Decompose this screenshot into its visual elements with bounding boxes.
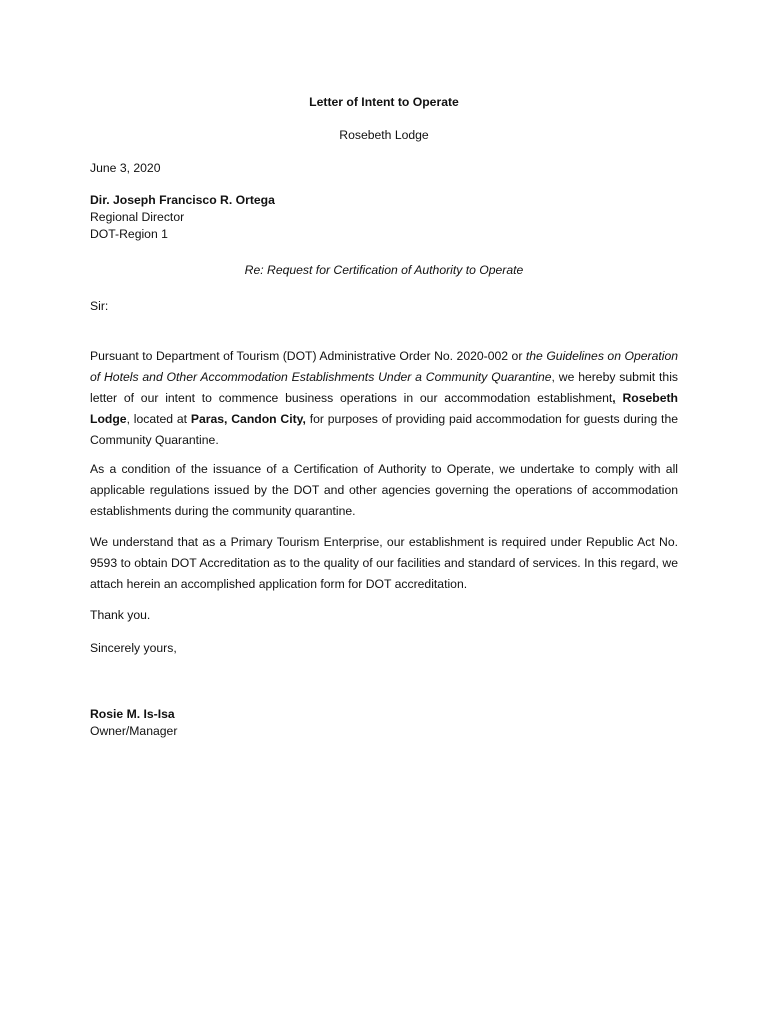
recipient-office: DOT-Region 1 (90, 227, 168, 241)
paragraph-1-intro: Pursuant to Department of Tourism (DOT) Administrative Order No. 2020-002 or (90, 349, 526, 363)
subject-line: Re: Request for Certification of Authority to Operate (244, 263, 524, 277)
letter-date: June 3, 2020 (90, 161, 161, 175)
paragraph-1-middle: , we hereby submit this letter of our intent to commence business operations in our accommodation establishment (90, 370, 678, 405)
paragraph-3: We understand that as a Primary Tourism Enterprise, our establishment is required under Republic Act No. 9593 to obtain DOT Accreditation as to the quality of our facilities and standard of services. In this regard, we attach herein an accomplished application form for DOT accreditation. (90, 535, 678, 591)
closing: Sincerely yours, (90, 641, 177, 655)
establishment-location: Paras, Candon City, (190, 412, 306, 426)
paragraph-1-end: for purposes of providing paid accommodation for guests during the Community Quarantine. (90, 412, 678, 447)
recipient-name: Dir. Joseph Francisco R. Ortega (90, 193, 275, 207)
letter-title: Letter of Intent to Operate (309, 95, 459, 109)
signatory-name: Rosie M. Is-Isa (90, 707, 175, 721)
paragraph-2: As a condition of the issuance of a Certification of Authority to Operate, we undertake to comply with all applicable regulations issued by the DOT and other agencies governing the operations of accommodation establishments during the community quarantine. (90, 462, 678, 518)
underlined-comma: , (612, 391, 616, 405)
paragraph-1-located: , located at (126, 412, 191, 426)
recipient-block (90, 192, 275, 243)
recipient-position: Regional Director (90, 210, 185, 224)
signatory-title: Owner/Manager (90, 724, 178, 738)
signature-block (90, 706, 177, 740)
thank-you: Thank you. (90, 608, 151, 622)
paragraph-1 (90, 346, 678, 451)
guidelines-title: the Guidelines on Operation of Hotels and Other Accommodation Establishments Under a Community Quarantine (90, 349, 678, 384)
establishment-name: Rosebeth Lodge (90, 391, 678, 426)
salutation: Sir: (90, 299, 109, 313)
establishment-heading: Rosebeth Lodge (339, 128, 429, 142)
